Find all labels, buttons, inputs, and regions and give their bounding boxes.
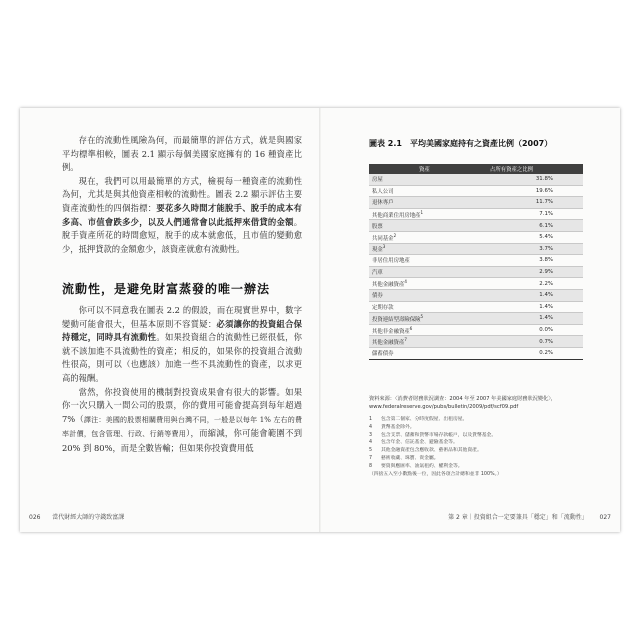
footnote-text: 包含年金、信託基金、避險基金等。 [381, 440, 458, 446]
footnote [369, 447, 591, 455]
table-row [369, 243, 583, 255]
asset-percent: 1.4% [440, 313, 583, 325]
table-row [369, 324, 583, 336]
section-text [62, 304, 302, 456]
emphasis-text: 要花多久時間才能脫手、脫手的成本有多高、市值會跌多少，以及人們通常會以此抵押來借貸的金額 [62, 202, 302, 227]
asset-name-cell [369, 243, 440, 255]
footnote-number: 8 [369, 463, 373, 469]
footnote-number: 3 [369, 432, 373, 438]
footnote-marker: 4 [404, 279, 407, 285]
asset-name-cell [369, 255, 440, 267]
paragraph-text: 存在的流動性風險為何，而最簡單的評估方式，就是與國家平均標準相較，圖表 2.1 顯示每個美國家庭擁有的 16 種資產比例。 [62, 135, 302, 173]
table-header-row [369, 164, 583, 174]
paragraph-text: 。脫手資產所花的時間愈短，脫手的成本就愈低，且市值的變動愈少，抵押貸款的金額愈少，該資產就愈有流動性。 [62, 216, 302, 254]
footnote [369, 424, 591, 432]
source-text: 〈消費者財務狀況調查：2004 年至 2007 年美國家庭財務狀況變化〉，www.federalreserve.gov/pubs/bulletin/2009/pdf/scf09.pdf [369, 396, 556, 410]
asset-name-cell [369, 313, 440, 325]
page-number: 026 [29, 514, 41, 521]
footnote-text: 包含第二個家、分時度假屋、出租房屋。 [381, 417, 468, 422]
asset-name: 共同基金 [372, 235, 394, 242]
asset-percent: 0.0% [440, 324, 583, 336]
table-row [369, 185, 583, 197]
table-row [369, 266, 583, 278]
footnote [369, 463, 591, 471]
footnote-text: 其他金融資產包含應收款、藝術品和其他資產。 [381, 448, 482, 454]
asset-name-cell [369, 231, 440, 243]
asset-name: 其他金融資產 [372, 340, 405, 346]
asset-name-cell [369, 301, 440, 313]
footnotes [369, 416, 591, 478]
asset-name: 股票 [372, 223, 383, 230]
asset-name-cell [369, 220, 440, 232]
asset-name-cell [369, 336, 440, 348]
paragraph [62, 386, 302, 456]
footnote-marker: 3 [382, 244, 386, 250]
asset-percent: 1.4% [440, 289, 583, 301]
footnote [369, 416, 591, 424]
asset-name: 其他非金融資產 [372, 328, 410, 335]
asset-name-cell [369, 347, 440, 359]
left-page-folio [29, 512, 124, 521]
asset-name: 儲蓄債券 [372, 351, 394, 358]
table-row [369, 347, 583, 359]
asset-percent: 11.7% [440, 197, 583, 209]
table-row [369, 208, 583, 220]
paragraph [62, 304, 302, 386]
asset-percent: 19.6% [440, 185, 583, 197]
figure-label: 圖表 2.1 [369, 139, 402, 148]
emphasis-text: 必須讓你的投資組合保持穩定，同時具有流動性 [62, 318, 302, 343]
asset-percent: 1.4% [440, 301, 583, 313]
right-page [321, 108, 620, 532]
left-page [20, 108, 319, 532]
asset-name: 私人公司 [372, 188, 394, 195]
footnote-continuation: （四捨五入至小數點後一位，因此各項合計總和並非 100%。） [369, 471, 502, 477]
asset-name-cell [369, 266, 440, 278]
column-header-percent: 占所有資產之比例 [440, 164, 583, 174]
table-row [369, 231, 583, 243]
footnote-marker: 5 [420, 314, 424, 320]
asset-name-cell [369, 278, 440, 290]
table-row [369, 313, 583, 325]
footnote [369, 455, 591, 463]
asset-name-cell [369, 185, 440, 197]
table-row [369, 289, 583, 301]
asset-percent: 2.9% [440, 266, 583, 278]
footnote-number: 4 [369, 440, 373, 446]
footnote-marker: 6 [409, 325, 413, 331]
right-page-folio [448, 512, 611, 521]
footnote-number: 5 [369, 448, 373, 454]
asset-name-cell [369, 208, 440, 220]
asset-percent: 3.8% [440, 255, 583, 267]
asset-name-cell [369, 197, 440, 209]
asset-name: 投資連結型壽險保險 [372, 316, 421, 323]
asset-name-cell [369, 174, 440, 185]
table-row [369, 197, 583, 209]
paragraph [62, 175, 302, 257]
table-row [369, 336, 583, 348]
intro-text [62, 134, 302, 256]
asset-name: 債券 [372, 293, 383, 300]
table-row [369, 301, 583, 313]
paragraph [62, 134, 302, 175]
asset-name: 非居住用房地產 [372, 258, 410, 265]
paragraph-text: ），而縮減，你可能會範圍不到 20% 到 80%，而是全數皆輸；但如果你投資費用低 [62, 428, 302, 453]
figure-caption: 平均美國家庭持有之資產比例（2007） [409, 139, 553, 148]
asset-name: 其他金融資產 [372, 282, 405, 289]
asset-table [369, 164, 583, 360]
table-row [369, 220, 583, 232]
asset-percent: 2.2% [440, 278, 583, 290]
source-note [369, 395, 591, 411]
paragraph-text: 。如果投資組合的流動性已經很低，你就不該加進不具流動性的資產；相反的，如果你的投資組合流動性很高，則可以（也應該）加進一些不具流動性的資產，以求更高的報酬。 [62, 332, 302, 383]
asset-name: 汽車 [372, 270, 383, 277]
paragraph-text: 你可以不同意我在圖表 2.2 的假設，而在現實世界中，數字變動可能會很大，但基本原則不容質疑： [62, 305, 302, 329]
asset-percent: 0.7% [440, 336, 583, 348]
source-label: 資料來源： [369, 396, 395, 402]
asset-name: 定期存款 [372, 304, 394, 311]
footnote [369, 432, 591, 440]
table-row [369, 174, 583, 185]
paragraph-text: 當然，你投資使用的機制對投資成果會有很大的影響。如果你一次只購入一間公司的股票，你的費用可能會提高到每年超過 7%（ [62, 386, 302, 424]
footnote-text: 貨幣基金除外。 [381, 424, 415, 430]
asset-percent: 31.8% [440, 174, 583, 185]
footnote-marker: 2 [393, 232, 397, 238]
chapter-running-head: 第 2 章｜投資組合一定要兼具「穩定」和「流動性」 [448, 514, 588, 521]
footnote-marker: 7 [404, 337, 407, 343]
footnote-text: 包含支票、儲蓄和貨幣市場存款帳戶，以及貨幣基金。 [381, 432, 497, 438]
footnote [369, 439, 591, 447]
paragraph-text: 現在，我們可以用最簡單的方式，檢視每一種資產的流動性為何，尤其是與其他資產相較的流動性。圖表 2.2 顯示評估主要資產流動性的四個指標： [62, 175, 302, 213]
book-title-running-head: 當代財經大師的守錢致富課 [52, 514, 125, 521]
translator-note: 譯注：美國的股票相關費用與台灣不同，一般是以每年 1% 左右的費率計價，包含管理、行政、行銷等費用 [62, 415, 302, 439]
asset-percent: 3.7% [440, 243, 583, 255]
asset-percent: 5.4% [440, 231, 583, 243]
asset-percent: 6.1% [440, 220, 583, 232]
section-heading: 流動性，是避免財富蒸發的唯一辦法 [62, 282, 271, 296]
figure-title [369, 138, 589, 149]
asset-name-cell [369, 324, 440, 336]
footnote-number: 1 [369, 417, 373, 422]
asset-name: 其他商業住用房地產 [372, 212, 421, 219]
footnote-text: 藝術收藏、珠寶、貴金屬。 [381, 455, 439, 461]
footnote-number: 4 [369, 424, 373, 430]
asset-name: 退休專戶 [372, 200, 394, 207]
asset-percent: 7.1% [440, 208, 583, 220]
page-number: 027 [599, 514, 611, 521]
table-row [369, 255, 583, 267]
asset-name-cell [369, 289, 440, 301]
asset-name: 房屋 [372, 177, 383, 184]
column-header-asset: 資產 [369, 164, 440, 174]
footnote-number: 7 [369, 455, 373, 461]
footnote-marker: 1 [420, 209, 424, 215]
asset-name: 現金 [372, 247, 383, 254]
table-row [369, 278, 583, 290]
asset-percent: 0.2% [440, 347, 583, 359]
footnote-text: 要資與應匯率、油氣租約、權利金等。 [381, 463, 463, 469]
